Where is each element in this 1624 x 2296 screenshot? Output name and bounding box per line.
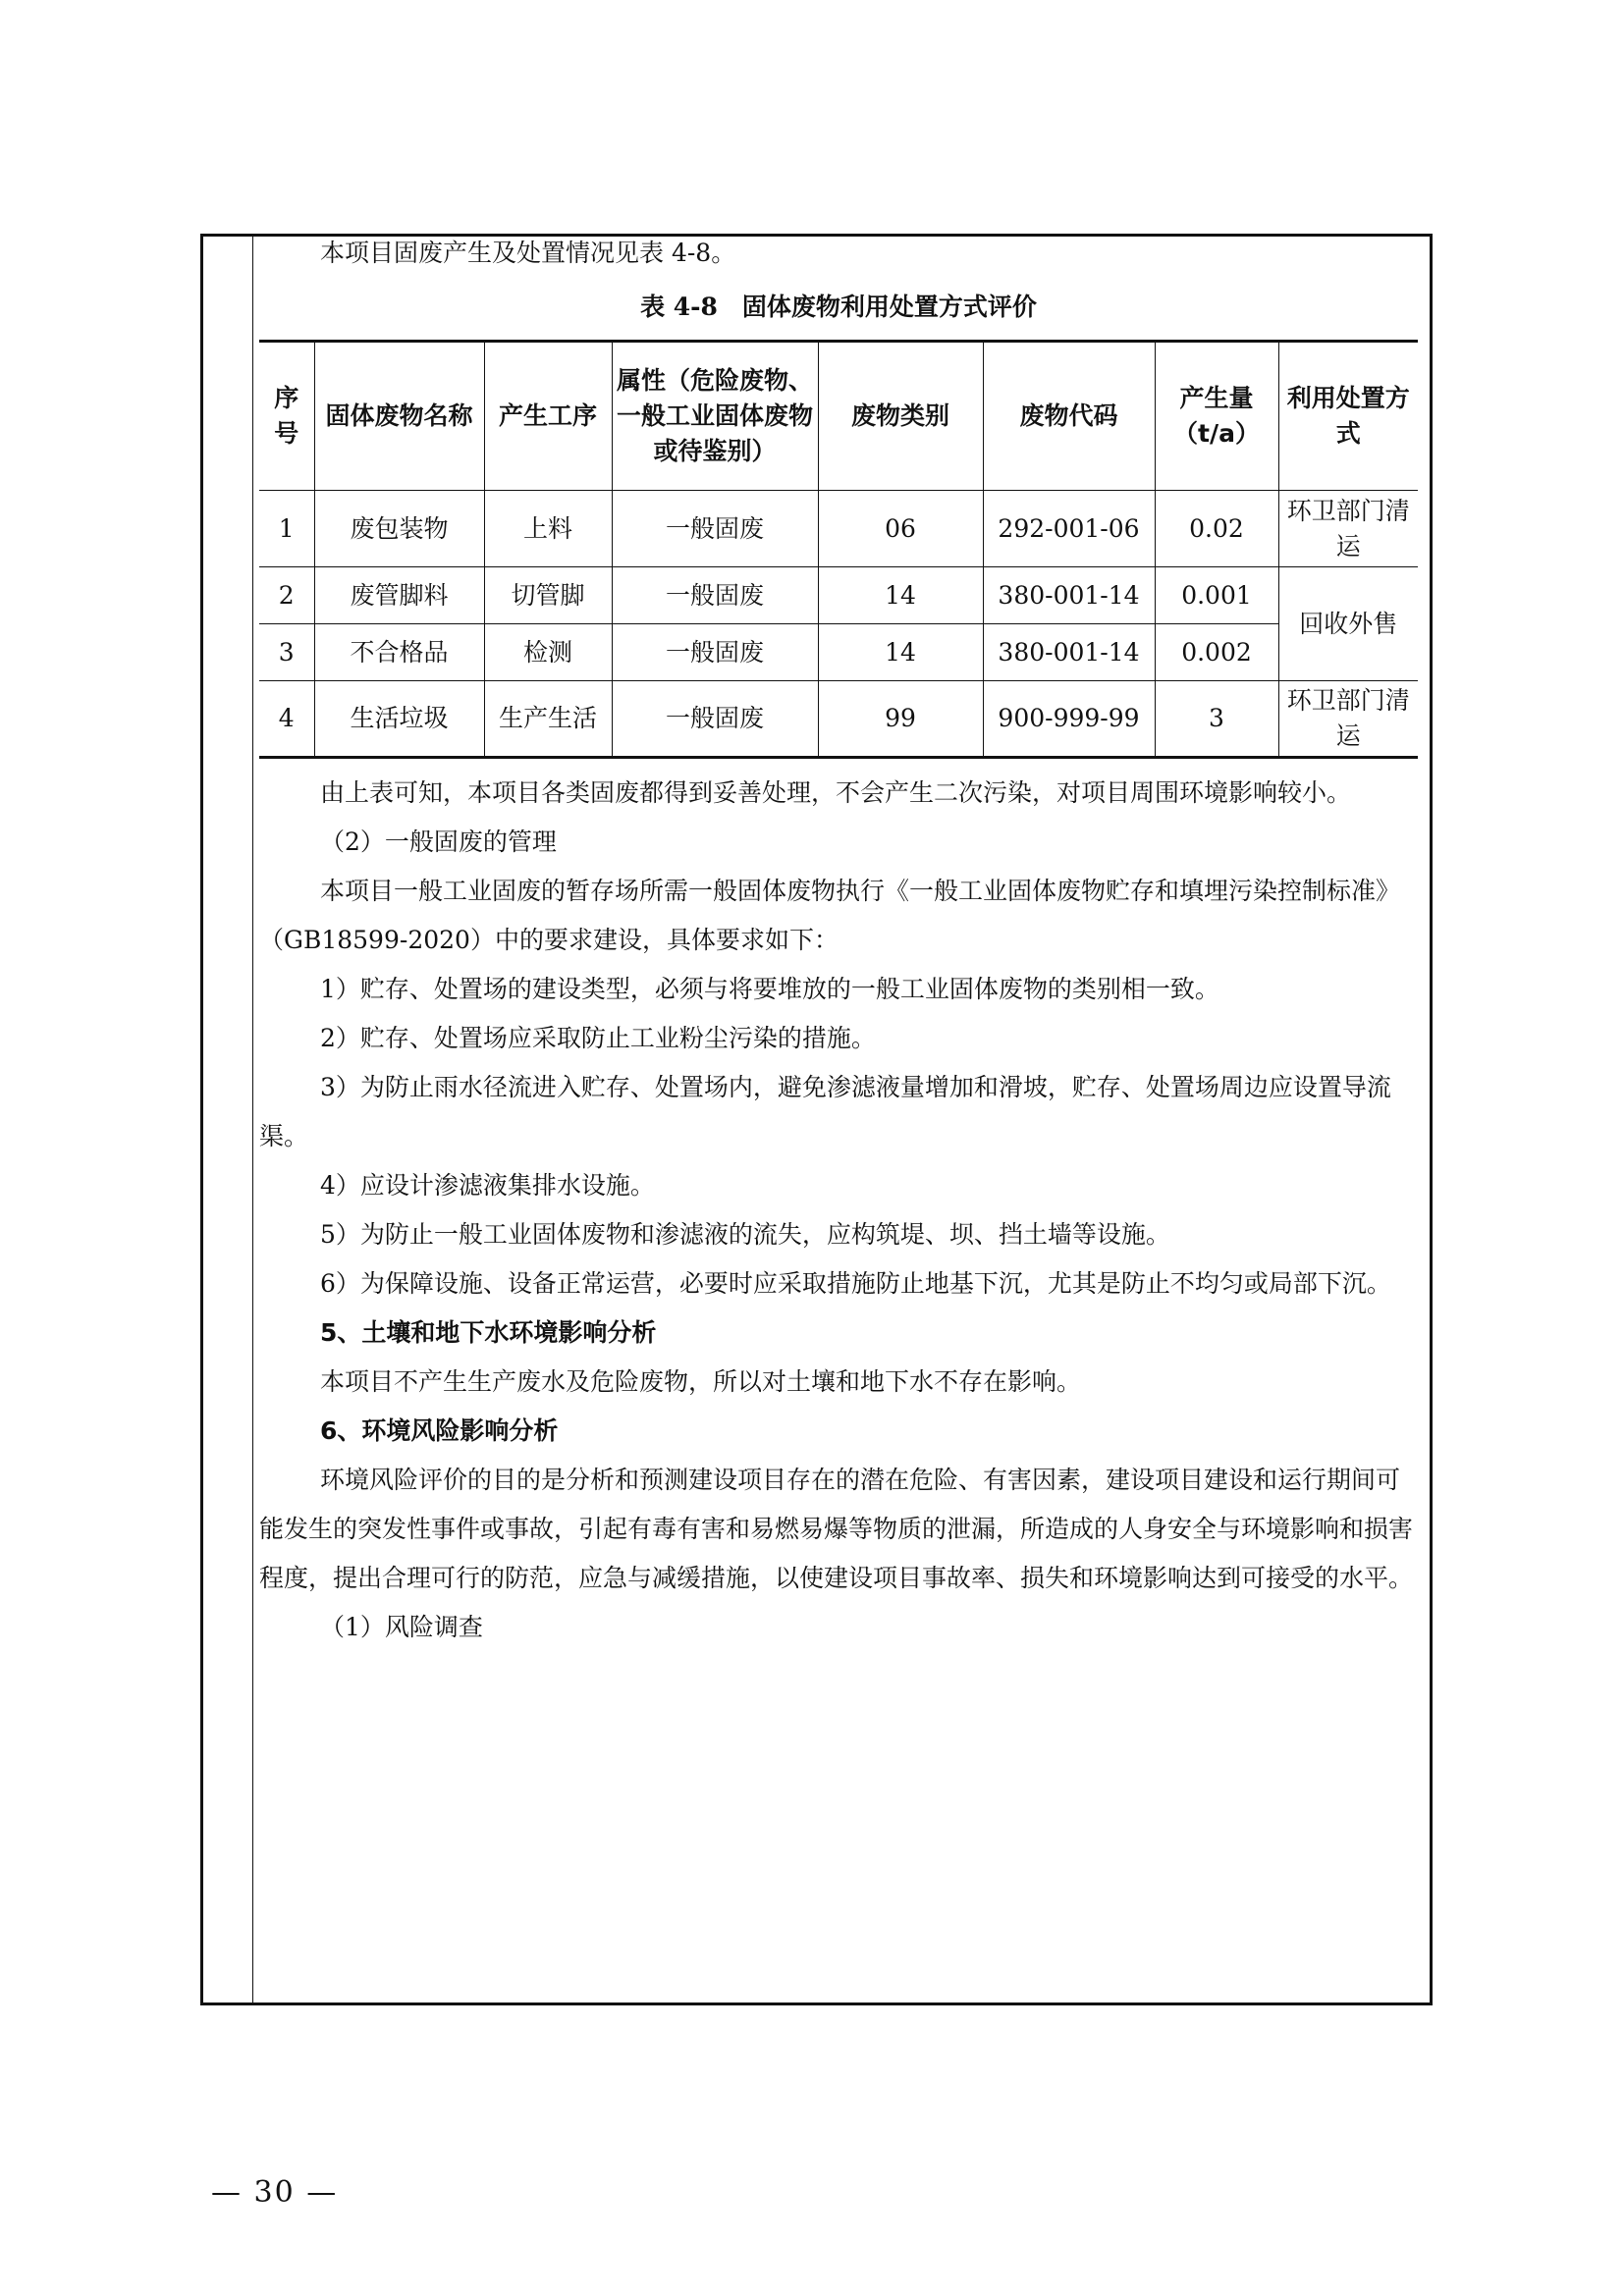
cell-amount: 0.002 bbox=[1155, 624, 1278, 681]
header-cell: 固体废物名称 bbox=[314, 342, 484, 491]
frame-left-strip bbox=[252, 237, 253, 2002]
cell-category: 06 bbox=[818, 491, 983, 567]
table-row bbox=[259, 491, 1418, 567]
cell-category: 14 bbox=[818, 624, 983, 681]
header-cell: 废物代码 bbox=[983, 342, 1155, 491]
cell-name: 废管脚料 bbox=[314, 567, 484, 624]
cell-process: 上料 bbox=[484, 491, 612, 567]
header-cell: 产生工序 bbox=[484, 342, 612, 491]
page-content bbox=[259, 236, 1418, 1652]
paragraph: 由上表可知，本项目各类固废都得到妥善处理，不会产生二次污染，对项目周围环境影响较小。 bbox=[320, 778, 1352, 807]
header-cell: 产生量（t/a） bbox=[1155, 342, 1278, 491]
table-row bbox=[259, 624, 1418, 681]
header-cell: 序号 bbox=[259, 342, 314, 491]
cell-name: 废包装物 bbox=[314, 491, 484, 567]
cell-code: 380-001-14 bbox=[983, 567, 1155, 624]
subheading: （2）一般固废的管理 bbox=[320, 828, 557, 856]
cell-attr: 一般固废 bbox=[612, 624, 818, 681]
paragraph: 本项目不产生生产废水及危险废物，所以对土壤和地下水不存在影响。 bbox=[320, 1367, 1082, 1396]
cell-amount: 3 bbox=[1155, 681, 1278, 758]
cell-no: 1 bbox=[259, 491, 314, 567]
cell-process: 检测 bbox=[484, 624, 612, 681]
cell-disposal: 回收外售 bbox=[1278, 567, 1418, 681]
paragraph: 环境风险评价的目的是分析和预测建设项目存在的潜在危险、有害因素，建设项目建设和运行期间可能发生的突发性事件或事故，引起有毒有害和易燃易爆等物质的泄漏，所造成的人身安全与环境影响和损害程度，提出合理可行的防范，应急与减缓措施，以使建设项目事故率、损失和环境影响达到可接受的水平。 bbox=[259, 1466, 1414, 1592]
cell-disposal: 环卫部门清运 bbox=[1278, 681, 1418, 758]
body-text bbox=[259, 769, 1418, 1652]
section-heading: 5、土壤和地下水环境影响分析 bbox=[320, 1318, 657, 1347]
requirement-item: 3）为防止雨水径流进入贮存、处置场内，避免渗滤液量增加和滑坡，贮存、处置场周边应设置导流渠。 bbox=[259, 1073, 1391, 1150]
requirement-item: 5）为防止一般工业固体废物和渗滤液的流失，应构筑堤、坝、挡土墙等设施。 bbox=[320, 1220, 1170, 1249]
cell-no: 3 bbox=[259, 624, 314, 681]
cell-no: 4 bbox=[259, 681, 314, 758]
header-cell: 废物类别 bbox=[818, 342, 983, 491]
cell-attr: 一般固废 bbox=[612, 567, 818, 624]
cell-code: 900-999-99 bbox=[983, 681, 1155, 758]
cell-code: 292-001-06 bbox=[983, 491, 1155, 567]
intro-text: 本项目固废产生及处置情况见表 4-8。 bbox=[320, 239, 736, 267]
table-header-row bbox=[259, 342, 1418, 491]
requirement-item: 1）贮存、处置场的建设类型，必须与将要堆放的一般工业固体废物的类别相一致。 bbox=[320, 975, 1219, 1003]
cell-no: 2 bbox=[259, 567, 314, 624]
requirement-item: 4）应设计渗滤液集排水设施。 bbox=[320, 1171, 655, 1200]
cell-amount: 0.001 bbox=[1155, 567, 1278, 624]
cell-disposal: 环卫部门清运 bbox=[1278, 491, 1418, 567]
cell-attr: 一般固废 bbox=[612, 681, 818, 758]
cell-code: 380-001-14 bbox=[983, 624, 1155, 681]
requirement-item: 2）贮存、处置场应采取防止工业粉尘污染的措施。 bbox=[320, 1024, 876, 1052]
page-number: — 30 — bbox=[211, 2175, 339, 2210]
header-cell: 属性（危险废物、一般工业固体废物或待鉴别） bbox=[612, 342, 818, 491]
cell-process: 切管脚 bbox=[484, 567, 612, 624]
table-row bbox=[259, 567, 1418, 624]
cell-process: 生产生活 bbox=[484, 681, 612, 758]
waste-table bbox=[259, 340, 1418, 759]
subheading: （1）风险调查 bbox=[320, 1613, 483, 1641]
section-heading: 6、环境风险影响分析 bbox=[320, 1416, 559, 1445]
cell-amount: 0.02 bbox=[1155, 491, 1278, 567]
table-row bbox=[259, 681, 1418, 758]
cell-name: 不合格品 bbox=[314, 624, 484, 681]
cell-category: 99 bbox=[818, 681, 983, 758]
requirement-item: 6）为保障设施、设备正常运营，必要时应采取措施防止地基下沉，尤其是防止不均匀或局部下沉。 bbox=[320, 1269, 1391, 1298]
table-caption: 表 4-8 固体废物利用处置方式评价 bbox=[640, 293, 1037, 321]
cell-name: 生活垃圾 bbox=[314, 681, 484, 758]
paragraph: 本项目一般工业固废的暂存场所需一般固体废物执行《一般工业固体废物贮存和填埋污染控制标准》（GB18599-2020）中的要求建设，具体要求如下： bbox=[259, 877, 1401, 954]
cell-category: 14 bbox=[818, 567, 983, 624]
header-cell: 利用处置方式 bbox=[1278, 342, 1418, 491]
cell-attr: 一般固废 bbox=[612, 491, 818, 567]
